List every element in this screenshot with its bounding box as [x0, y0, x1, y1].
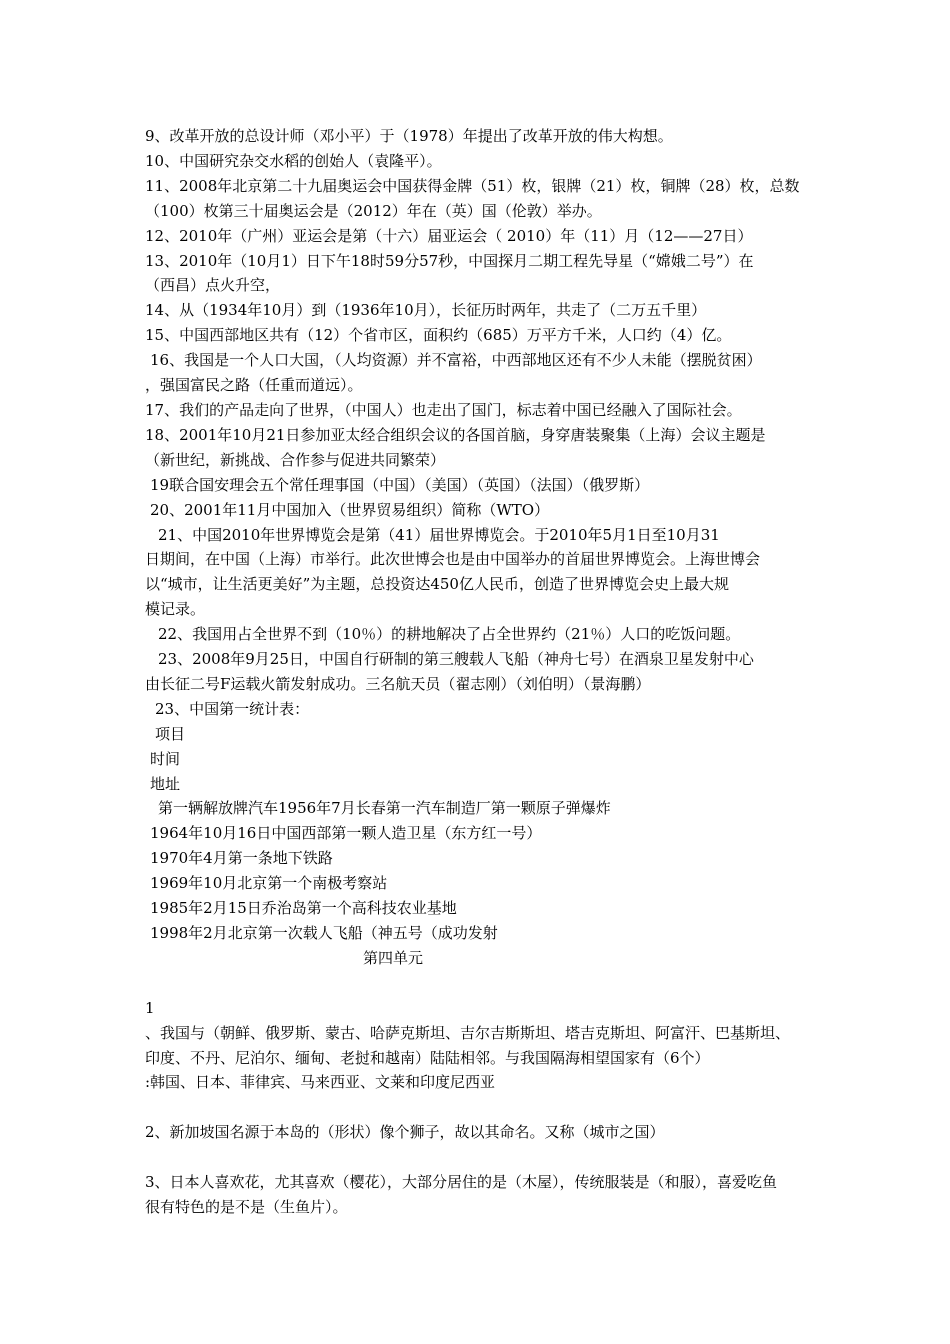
blank-line [145, 971, 815, 996]
table-row: 1970年4月第一条地下铁路 [150, 849, 333, 868]
text-line: 3、日本人喜欢花，尤其喜欢（樱花），大部分居住的是（木屋），传统服装是（和服），喜爱吃鱼 [145, 1173, 778, 1192]
text-line: 13、2010年（10月1）日下午18时59分57秒，中国探月二期工程先导星（“嫦娥二号”）在 [145, 251, 754, 270]
text-line: 20、2001年11月中国加入（世界贸易组织）简称（WTO） [150, 500, 550, 519]
text-line: （西昌）点火升空， [145, 276, 281, 295]
text-line: （新世纪，新挑战、合作参与促进共同繁荣） [145, 450, 446, 469]
text-line: 1 [145, 998, 155, 1017]
text-line: 23、2008年9月25日，中国自行研制的第三艘载人飞船（神舟七号）在酒泉卫星发射中心 [158, 650, 754, 669]
text-line: 23、中国第一统计表： [155, 699, 310, 718]
text-line: 10、中国研究杂交水稻的创始人（袁隆平）。 [145, 151, 442, 170]
text-line: 以“城市，让生活更美好”为主题，总投资达450亿人民币，创造了世界博览会史上最大规 [145, 575, 729, 594]
text-line: 14、从（1934年10月）到（1936年10月），长征历时两年，共走了（二万五千里） [145, 301, 707, 320]
table-row: 1998年2月北京第一次载人飞船（神五号（成功发射 [150, 924, 498, 942]
text-line: 日期间，在中国（上海）市举行。此次世博会也是由中国举办的首届世界博览会。上海世博会 [145, 550, 761, 569]
text-line: 11、2008年北京第二十九届奥运会中国获得金牌（51）枚，银牌（21）枚，铜牌（28）枚，总数 [145, 176, 800, 195]
text-line: 22、我国用占全世界不到（10％）的耕地解决了占全世界约（21％）人口的吃饭问题。 [158, 625, 741, 644]
table-row: 1985年2月15日乔治岛第一个高科技农业基地 [150, 899, 457, 918]
table-row: 1964年10月16日中国西部第一颗人造卫星（东方红一号） [150, 824, 542, 843]
table-cell: 项目 [155, 724, 186, 743]
text-line: 18、2001年10月21日参加亚太经合组织会议的各国首脑，身穿唐装聚集（上海）会议主题是 [145, 425, 766, 444]
document-body [145, 124, 815, 1220]
text-line: 21、中国2010年世界博览会是第（41）届世界博览会。于2010年5月1日至10月31 [158, 525, 720, 544]
text-line: 15、中国西部地区共有（12）个省市区，面积约（685）万平方千米，人口约（4）亿。 [145, 326, 732, 345]
table-row: 第一辆解放牌汽车1956年7月长春第一汽车制造厂第一颗原子弹爆炸 [158, 799, 611, 818]
table-cell: 时间 [150, 749, 181, 768]
text-line: ，强国富民之路（任重而道远）。 [145, 376, 363, 395]
blank-line [145, 1095, 815, 1120]
text-line: 12、2010年（广州）亚运会是第（十六）届亚运会（ 2010）年（11）月（12——27日） [145, 226, 753, 245]
text-line: :韩国、日本、菲律宾、马来西亚、文莱和印度尼西亚 [145, 1073, 496, 1092]
blank-line [145, 1145, 815, 1170]
text-line: 17、我们的产品走向了世界，（中国人）也走出了国门，标志着中国已经融入了国际社会。 [145, 400, 742, 419]
section-heading: 第四单元 [363, 948, 424, 967]
text-line: 19联合国安理会五个常任理事国（中国）（美国）（英国）（法国）（俄罗斯） [150, 475, 650, 494]
table-cell: 地址 [150, 774, 181, 793]
text-line: 9、改革开放的总设计师（邓小平）于（1978）年提出了改革开放的伟大构想。 [145, 127, 673, 145]
text-line: 模记录。 [145, 600, 206, 619]
text-line: 16、我国是一个人口大国，（人均资源）并不富裕，中西部地区还有不少人未能（摆脱贫困） [150, 351, 762, 370]
text-line: 印度、不丹、尼泊尔、缅甸、老挝和越南）陆陆相邻。与我国隔海相望国家有（6个） [145, 1048, 710, 1067]
text-line: 、我国与（朝鲜、俄罗斯、蒙古、哈萨克斯坦、吉尔吉斯斯坦、塔吉克斯坦、阿富汗、巴基斯坦、 [145, 1023, 791, 1042]
text-line: 由长征二号F运载火箭发射成功。三名航天员（翟志刚）（刘伯明）（景海鹏） [145, 674, 651, 693]
text-line: 很有特色的是不是（生鱼片）。 [145, 1197, 348, 1216]
table-row: 1969年10月北京第一个南极考察站 [150, 874, 388, 893]
text-line: 2、新加坡国名源于本岛的（形状）像个狮子，故以其命名。又称（城市之国） [145, 1123, 665, 1142]
text-line: （100）枚第三十届奥运会是（2012）年在（英）国（伦敦）举办。 [145, 201, 602, 220]
